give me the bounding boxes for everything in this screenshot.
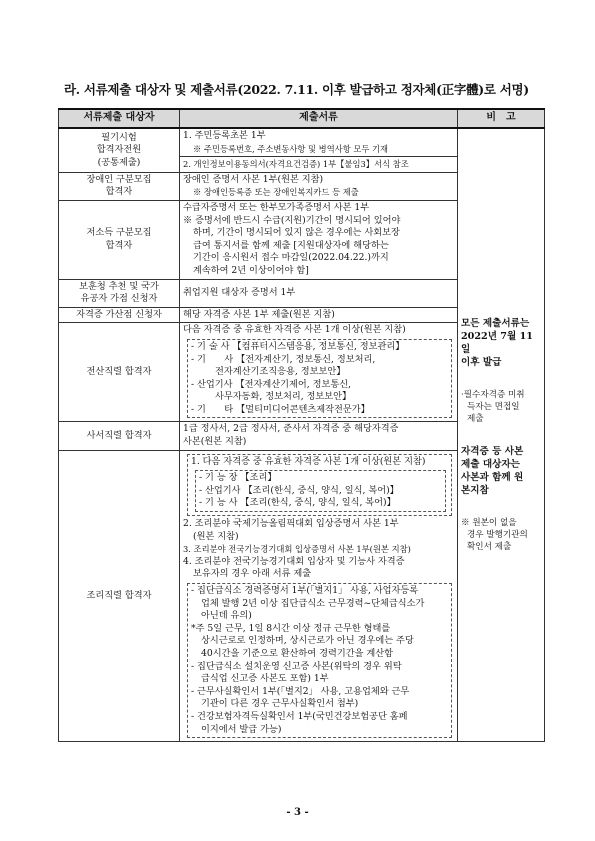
cook-sub-box: - 집단급식소 경력증명서 1부(「별지1」 사용, 사업자등록 업체 발행 2년 이상 집단급식소 근무경력~단체급식소가 아닌데 유의) *주 5일 근무, 1일 8시간 이상 정규 근무한 형태를 상시근로로 인정하며, 상시근로가 아닌 경우에는 주당 40시간을 기준으로 환산하여 경력기간을 계산함 - 집단급식소 설치운영 신고증 사본(위탁의 경우 위탁 급식업 신고증 사본도 포함) 1부 - 근무사실확인서 1부(「별지2」 사용, 고용업체와 근무 기관이 다른 경우 근무사실확인서 첨부) - 건강보험자격득실확인서 1부(국민건강보험공단 홈페 이지에서 발급 가능) — [187, 583, 452, 738]
table-row — [59, 128, 545, 157]
docs-veteran: 취업지원 대상자 증명서 1부 — [180, 279, 458, 307]
header-docs: 제출서류 — [180, 109, 458, 128]
page-number: - 3 - — [286, 807, 309, 818]
table-header-row — [59, 109, 545, 128]
docs-it: 다음 자격증 중 유효한 자격증 사본 1개 이상(원본 지참) - 기 술 사 【컴퓨터시스템응용, 정보통신, 정보관리】 - 기 사 【전자계산기, 정보통신, 정보처리, 전자계산기조직응용, 정보보안】 - 산업기사 【전자계산기제어, 정보통신, 사무자동화, 정보처리, 정보보안】 - 기 타 【멀티미디어콘텐츠제작전문가】 — [180, 323, 458, 422]
target-license-bonus: 자격증 가산점 신청자 — [59, 307, 180, 323]
docs-written-2: 2. 개인정보이용동의서(자격요건검증) 1부【붙임3】서식 참조 — [180, 157, 458, 173]
target-disabled: 장애인 구분모집 합격자 — [59, 172, 180, 200]
target-veteran: 보훈청 추천 및 국가 유공자 가점 신청자 — [59, 279, 180, 307]
remark-copy-original: 자격증 등 사본 제출 대상자는 사본과 함께 원 본지참 — [461, 446, 524, 497]
target-lowincome: 저소득 구분모집 합격자 — [59, 200, 180, 279]
docs-disabled: 장애인 증명서 사본 1부(원본 지참) ※ 장애인등록증 또는 장애인복지카드 등 제출 — [180, 172, 458, 200]
section-heading: 라. 서류제출 대상자 및 제출서류(2022. 7.11. 이후 발급하고 정자체(正字體)로 서명) — [64, 82, 529, 97]
target-clerk: 사서직렬 합격자 — [59, 422, 180, 450]
target-written: 필기시험 합격자전원 (공통제출) — [59, 128, 180, 172]
documents-table — [58, 108, 545, 742]
docs-license-bonus: 해당 자격증 사본 1부 제출(원본 지참) — [180, 307, 458, 323]
docs-lowincome: 수급자증명서 또는 한부모가족증명서 사본 1부 ※ 증명서에 반드시 수급(지원)기간이 명시되어 있어야 하며, 기간이 명시되어 있지 않은 경우에는 사회보장 급여 통지서를 함께 제출 [지원대상자에 해당하는 기간이 응시원서 접수 마감일(2022.04.22.)까지 계속하여 2년 이상이어야 함] — [180, 200, 458, 279]
header-target: 서류제출 대상자 — [59, 109, 180, 128]
docs-cook: 1. 다음 자격증 중 유효한 자격증 사본 1개 이상(원본 지참) - 기 능 장 【조리】 - 산업기사 【조리(한식, 중식, 양식, 일식, 복어)】 - 기 능 사 【조리(한식, 중식, 양식, 일식, 복어)】 2. 조리분야 국제기능올림픽대회 입상증명서 사본 1부 (원본 지참) 3. 조리분야 전국기능경기대회 입상증명서 사본 1부(원본 지참) 4. 조리분야 전국기능경기대회 입상자 및 기능사 자격증 보유자의 경우 아래 서류 제출 - 집단급식소 경력증명서 1부(「별지1」 사용, 사업자등록 업체 발행 2년 이상 집단급식소 근무경력~단체급식소가 아닌데 유의) *주 5일 근무, 1일 8시간 이상 정규 근무한 형태를 상시근로로 인정하며, 상시근로가 아닌 경우에는 주당 40시간을 기준으로 환산하여 경력기간을 계산함 - 집단급식소 설치운영 신고증 사본(위탁의 경우 위탁 급식업 신고증 사본도 포함) 1부 - 근무사실확인서 1부(「별지2」 사용, 고용업체와 근무 기관이 다른 경우 근무사실확인서 첨부) - 건강보험자격득실확인서 1부(국민건강보험공단 홈페 이지에서 발급 가능) — [180, 450, 458, 741]
remark-no-original: ※ 원본이 없을 경우 발행기관의 확인서 제출 — [461, 518, 528, 553]
header-remarks: 비 고 — [458, 109, 545, 128]
cook-item1-box: 1. 다음 자격증 중 유효한 자격증 사본 1개 이상(원본 지참) - 기 능 장 【조리】 - 산업기사 【조리(한식, 중식, 양식, 일식, 복어)】 - 기 능 사 【조리(한식, 중식, 양식, 일식, 복어)】 — [187, 454, 452, 516]
target-cook: 조리직렬 합격자 — [59, 450, 180, 741]
remarks-cell — [458, 128, 545, 742]
it-cert-box: - 기 술 사 【컴퓨터시스템응용, 정보통신, 정보관리】 - 기 사 【전자계산기, 정보통신, 정보처리, 전자계산기조직응용, 정보보안】 - 산업기사 【전자계산기제어, 정보통신, 사무자동화, 정보처리, 정보보안】 - 기 타 【멀티미디어콘텐츠제작전문가】 — [187, 339, 452, 419]
docs-clerk: 1급 정사서, 2급 정사서, 준사서 자격증 중 해당자격증 사본(원본 지참) — [180, 422, 458, 450]
docs-written-1: 1. 주민등록초본 1부 ※ 주민등록번호, 주소변동사항 및 병역사항 모두 기재 — [180, 128, 458, 157]
remark-issue-date: 모든 제출서류는 2022년 7월 11일 이후 발급 — [461, 318, 533, 369]
cook-cert-box: - 기 능 장 【조리】 - 산업기사 【조리(한식, 중식, 양식, 일식, 복어)】 - 기 능 사 【조리(한식, 중식, 양식, 일식, 복어)】 — [195, 470, 446, 512]
target-it: 전산직렬 합격자 — [59, 323, 180, 422]
remark-required-cert: ·필수자격증 미취 득자는 면접일 제출 — [461, 390, 525, 425]
